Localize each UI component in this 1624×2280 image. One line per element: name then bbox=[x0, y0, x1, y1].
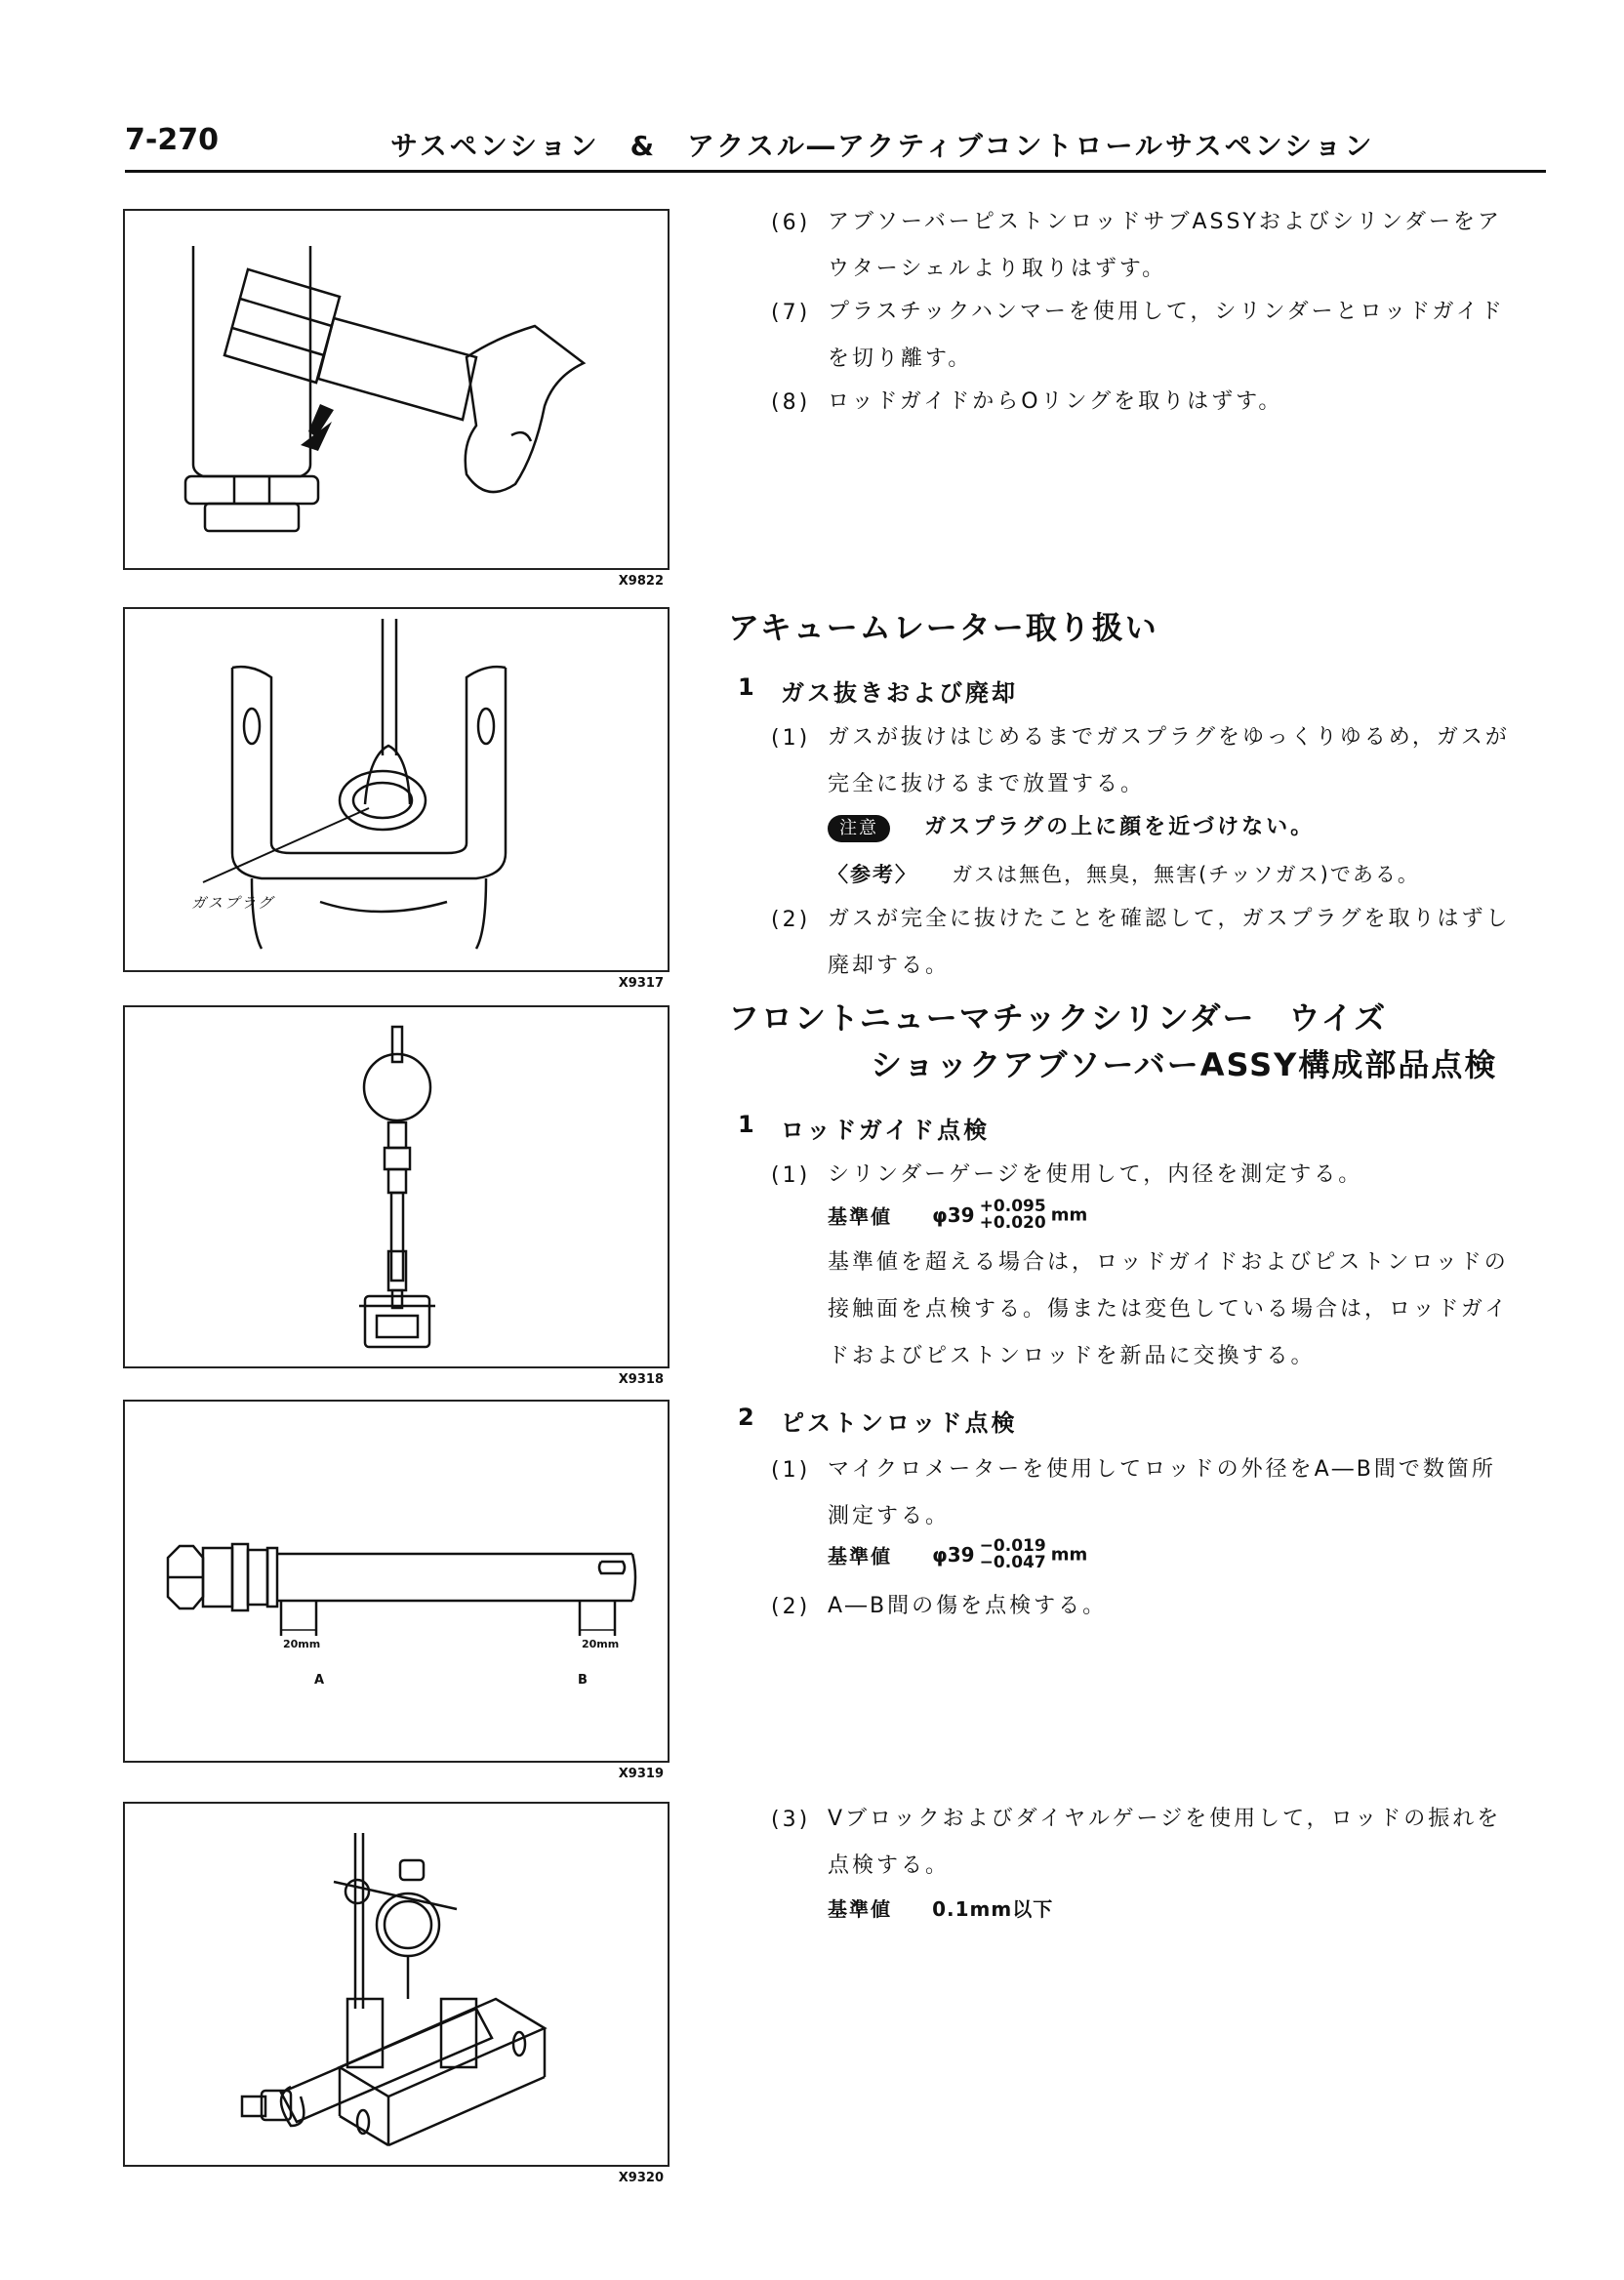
figure-code-5: X9320 bbox=[618, 2171, 664, 2185]
figure-gas-plug bbox=[123, 607, 670, 972]
rod-guide-standard-label: 基準値 bbox=[828, 1204, 892, 1229]
page-number: 7-270 bbox=[125, 123, 219, 157]
accumulator-section-title: アキュームレーター取り扱い bbox=[728, 609, 1158, 646]
degas-step-2-line-1: ガスが完全に抜けたことを確認して，ガスプラグを取りはずし bbox=[828, 907, 1511, 931]
rod-guide-tolerance-upper: +0.095 bbox=[979, 1197, 1046, 1216]
inspection-title-line-2: ショックアブソーバーASSY構成部品点検 bbox=[871, 1046, 1498, 1083]
inspection-title-line-1: フロントニューマチックシリンダー ウイズ bbox=[728, 999, 1388, 1037]
figure-code-3: X9318 bbox=[618, 1372, 664, 1387]
runout-standard-row bbox=[828, 1893, 1053, 1922]
piston-rod-tolerance-lower: −0.047 bbox=[979, 1553, 1046, 1572]
piston-rod-subsection-number: 2 bbox=[738, 1404, 757, 1431]
figure-code-4: X9319 bbox=[618, 1767, 664, 1781]
page-title: サスペンション & アクスル―アクティブコントロールサスペンション bbox=[390, 130, 1375, 162]
step-7-line-2: を切り離す。 bbox=[828, 346, 973, 371]
step-7-number: (7) bbox=[771, 301, 811, 325]
step-6-line-1: アブソーバーピストンロッドサブASSYおよびシリンダーをア bbox=[828, 210, 1502, 234]
piston-rod-tolerance bbox=[980, 1538, 1046, 1571]
piston-rod-step-1-line-1: マイクロメーターを使用してロッドの外径をA―B間で数箇所 bbox=[828, 1457, 1496, 1482]
step-7-line-1: プラスチックハンマーを使用して，シリンダーとロッドガイド bbox=[828, 300, 1505, 324]
point-a-label: A bbox=[314, 1673, 325, 1688]
piston-rod-step-3-number: (3) bbox=[771, 1808, 811, 1832]
degas-step-2-number: (2) bbox=[771, 908, 811, 932]
figure-hammer bbox=[123, 209, 670, 570]
step-8-number: (8) bbox=[771, 390, 811, 415]
caution-text: ガスプラグの上に顔を近づけない。 bbox=[924, 815, 1316, 839]
piston-rod-standard-unit: mm bbox=[1050, 1544, 1088, 1566]
step-6-line-2: ウターシェルより取りはずす。 bbox=[828, 257, 1167, 281]
piston-rod-step-2-number: (2) bbox=[771, 1595, 811, 1619]
rod-guide-standard-base: φ39 bbox=[932, 1203, 975, 1227]
degas-step-1-line-1: ガスが抜けはじめるまでガスプラグをゆっくりゆるめ，ガスが bbox=[828, 725, 1510, 750]
gas-plug-label: ガスプラグ bbox=[191, 894, 275, 912]
caution-row bbox=[828, 810, 1315, 842]
accumulator-subsection-title: ガス抜きおよび廃却 bbox=[781, 679, 1018, 707]
piston-rod-tolerance-upper: −0.019 bbox=[979, 1536, 1046, 1556]
piston-rod-step-1-line-2: 測定する。 bbox=[828, 1504, 951, 1528]
rod-guide-note-line-3: ドおよびピストンロッドを新品に交換する。 bbox=[828, 1344, 1316, 1368]
gas-plug-illustration bbox=[125, 609, 668, 970]
degas-step-2-line-2: 廃却する。 bbox=[828, 954, 951, 978]
reference-label: 〈参考〉 bbox=[828, 863, 917, 886]
rod-guide-standard-unit: mm bbox=[1050, 1204, 1088, 1226]
point-b-label: B bbox=[578, 1673, 588, 1688]
piston-rod-step-3-line-1: Vブロックおよびダイヤルゲージを使用して，ロッドの振れを bbox=[828, 1807, 1502, 1831]
piston-rod-standard-row bbox=[828, 1538, 1087, 1577]
rod-guide-note-line-1: 基準値を超える場合は，ロッドガイドおよびピストンロッドの bbox=[828, 1250, 1509, 1275]
piston-rod-standard-base: φ39 bbox=[932, 1543, 975, 1567]
piston-rod-step-3-line-2: 点検する。 bbox=[828, 1853, 951, 1878]
cylinder-gauge-illustration bbox=[125, 1007, 668, 1366]
rod-guide-tolerance bbox=[980, 1199, 1046, 1232]
step-8-line-1: ロッドガイドからOリングを取りはずす。 bbox=[828, 389, 1283, 414]
dimension-a-label: 20mm bbox=[283, 1638, 321, 1650]
figure-piston-rod bbox=[123, 1400, 670, 1763]
figure-cylinder-gauge bbox=[123, 1005, 670, 1368]
runout-standard-value: 0.1mm以下 bbox=[932, 1897, 1054, 1921]
figure-code-2: X9317 bbox=[618, 976, 664, 991]
accumulator-subsection-number: 1 bbox=[738, 673, 757, 701]
degas-step-1-line-2: 完全に抜けるまで放置する。 bbox=[828, 772, 1146, 796]
degas-step-1-number: (1) bbox=[771, 726, 811, 751]
hammer-illustration bbox=[125, 211, 668, 568]
runout-standard-label: 基準値 bbox=[828, 1897, 892, 1921]
reference-text: ガスは無色，無臭，無害(チッソガス)である。 bbox=[952, 863, 1420, 886]
piston-rod-subsection-title: ピストンロッド点検 bbox=[781, 1409, 1018, 1437]
rod-guide-standard-row bbox=[828, 1199, 1087, 1238]
rod-guide-note-line-2: 接触面を点検する。傷または変色している場合は，ロッドガイ bbox=[828, 1297, 1510, 1322]
rod-guide-step-1-number: (1) bbox=[771, 1163, 811, 1188]
figure-code-1: X9822 bbox=[618, 574, 664, 589]
piston-rod-step-2-text: A―B間の傷を点検する。 bbox=[828, 1594, 1108, 1618]
rod-guide-step-1-text: シリンダーゲージを使用して，内径を測定する。 bbox=[828, 1162, 1363, 1187]
dimension-b-label: 20mm bbox=[582, 1638, 620, 1650]
reference-row bbox=[828, 859, 1420, 888]
figure-dial-gauge bbox=[123, 1802, 670, 2167]
rod-guide-subsection-number: 1 bbox=[738, 1111, 757, 1138]
piston-rod-illustration bbox=[125, 1402, 668, 1761]
rod-guide-subsection-title: ロッドガイド点検 bbox=[781, 1117, 991, 1144]
step-6-number: (6) bbox=[771, 211, 811, 235]
piston-rod-standard-label: 基準値 bbox=[828, 1544, 892, 1568]
header-rule bbox=[125, 170, 1546, 173]
dial-gauge-illustration bbox=[125, 1804, 668, 2165]
caution-badge: 注意 bbox=[828, 815, 890, 842]
rod-guide-tolerance-lower: +0.020 bbox=[979, 1213, 1046, 1233]
piston-rod-step-1-number: (1) bbox=[771, 1458, 811, 1483]
